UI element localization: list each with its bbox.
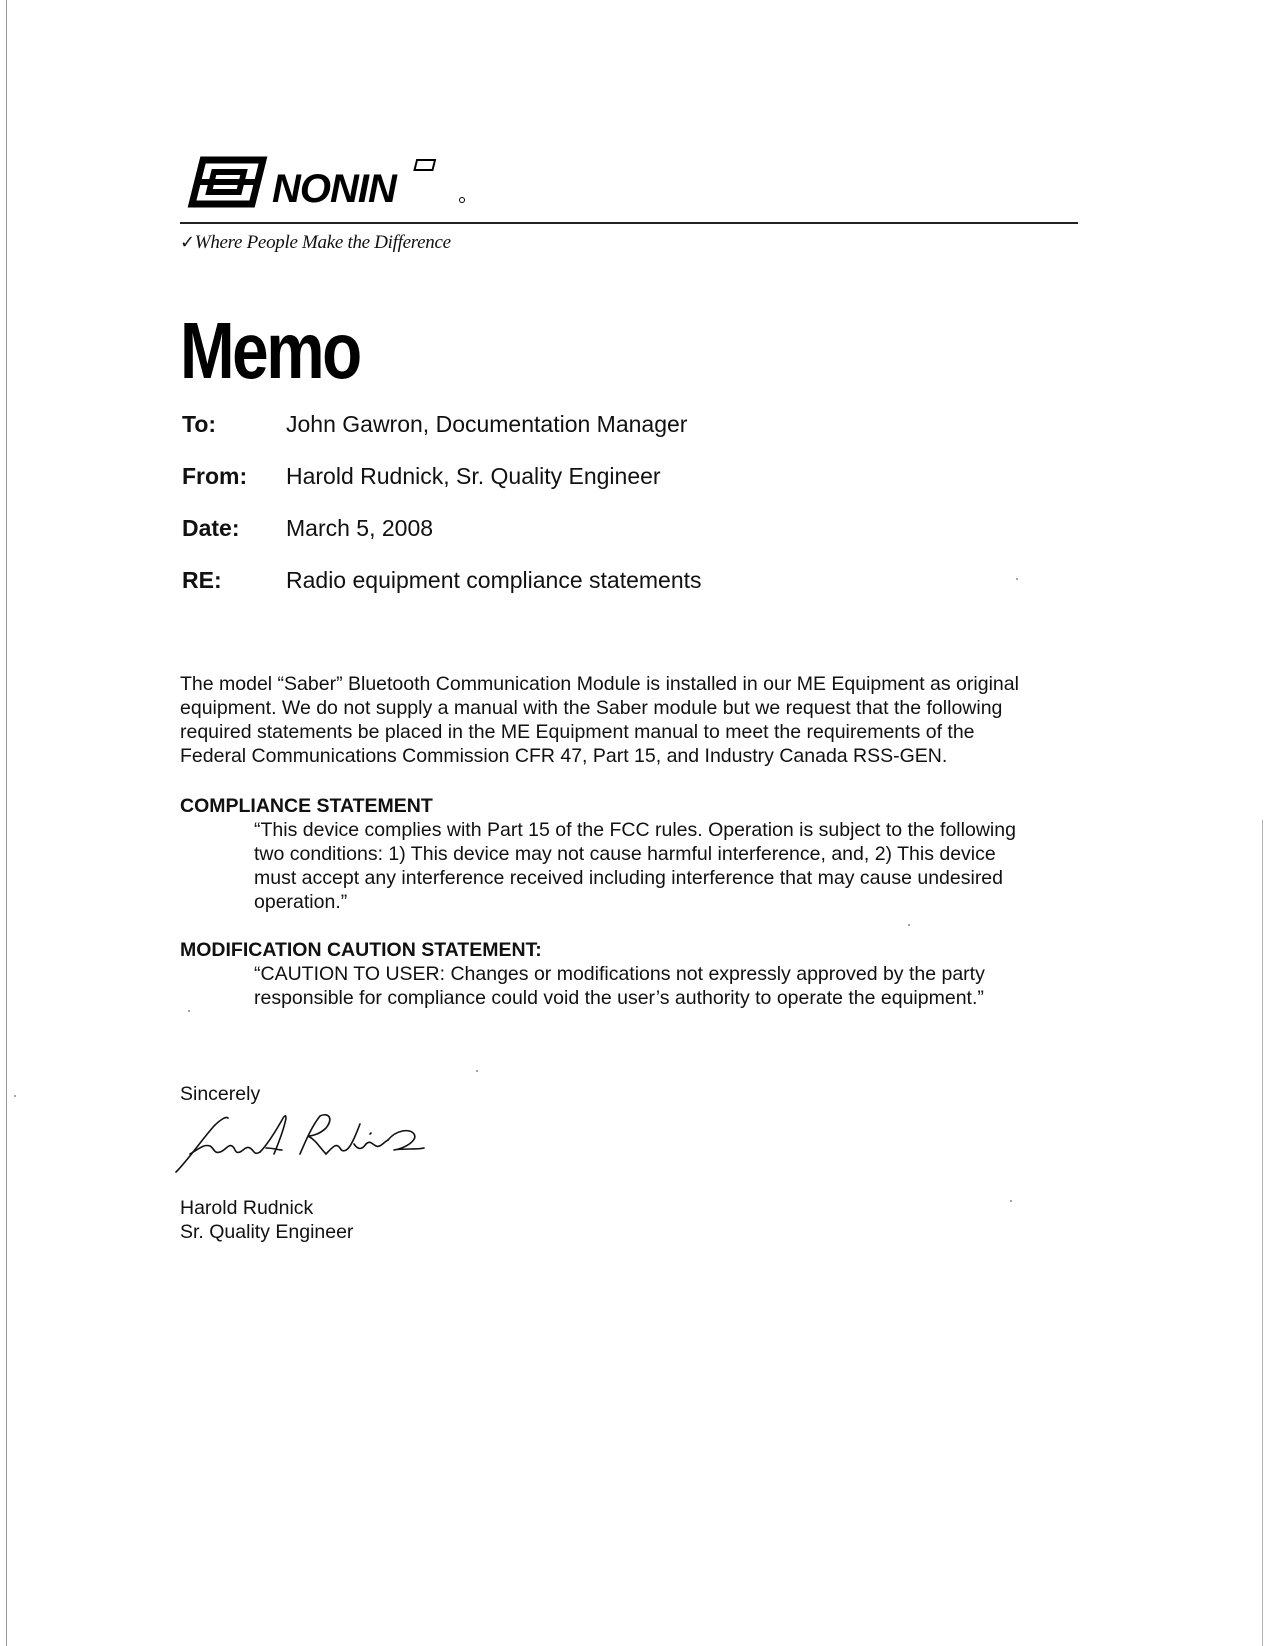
field-label-re: RE: <box>182 567 222 593</box>
scan-speck <box>476 1070 478 1072</box>
modification-line: “CAUTION TO USER: Changes or modifications not expressly approved by the party <box>254 963 985 985</box>
field-label-from: From: <box>182 463 248 489</box>
compliance-statement <box>254 818 1084 914</box>
modification-heading: MODIFICATION CAUTION STATEMENT: <box>180 939 542 961</box>
intro-line: The model “Saber” Bluetooth Communication Module is installed in our ME Equipment as original <box>180 673 1019 695</box>
handwritten-signature <box>170 1104 430 1180</box>
scan-page-edge-right <box>1262 820 1263 1646</box>
scan-page-edge <box>6 0 7 1646</box>
intro-line: Federal Communications Commission CFR 47, Part 15, and Industry Canada RSS-GEN. <box>180 745 948 767</box>
intro-paragraph <box>180 672 1080 768</box>
field-value-re: Radio equipment compliance statements <box>286 567 702 593</box>
scan-speck <box>1010 1200 1012 1202</box>
memo-title: Memo <box>180 306 360 395</box>
nonin-logo <box>180 156 470 212</box>
scan-speck <box>1016 578 1018 580</box>
scan-speck <box>188 1010 190 1012</box>
tagline-text: Where People Make the Difference <box>194 232 451 253</box>
field-label-date: Date: <box>182 515 240 541</box>
field-label-to: To: <box>182 411 217 437</box>
logo-wordmark: NONIN <box>272 167 396 211</box>
letterhead-rule <box>180 222 1078 224</box>
signer-name: Harold Rudnick <box>180 1197 314 1219</box>
modification-statement <box>254 962 1084 1010</box>
intro-line: equipment. We do not supply a manual with the Saber module but we request that the following <box>180 697 1003 719</box>
compliance-line: operation.” <box>254 891 348 913</box>
compliance-heading: COMPLIANCE STATEMENT <box>180 795 433 817</box>
field-value-to: John Gawron, Documentation Manager <box>286 411 688 437</box>
scan-speck <box>14 1095 16 1097</box>
salutation: Sincerely <box>180 1083 261 1105</box>
signer-title: Sr. Quality Engineer <box>180 1221 354 1243</box>
field-value-from: Harold Rudnick, Sr. Quality Engineer <box>286 463 661 489</box>
check-icon: ✓ <box>180 232 195 253</box>
compliance-line: two conditions: 1) This device may not cause harmful interference, and, 2) This device <box>254 843 996 865</box>
compliance-line: “This device complies with Part 15 of the FCC rules. Operation is subject to the following <box>254 819 1016 841</box>
compliance-line: must accept any interference received including interference that may cause undesired <box>254 867 1003 889</box>
modification-line: responsible for compliance could void the user’s authority to operate the equipment.” <box>254 987 984 1009</box>
intro-line: required statements be placed in the ME Equipment manual to meet the requirements of the <box>180 721 975 743</box>
scan-speck <box>908 924 910 926</box>
letterhead-tagline <box>180 232 451 254</box>
field-value-date: March 5, 2008 <box>286 515 434 541</box>
